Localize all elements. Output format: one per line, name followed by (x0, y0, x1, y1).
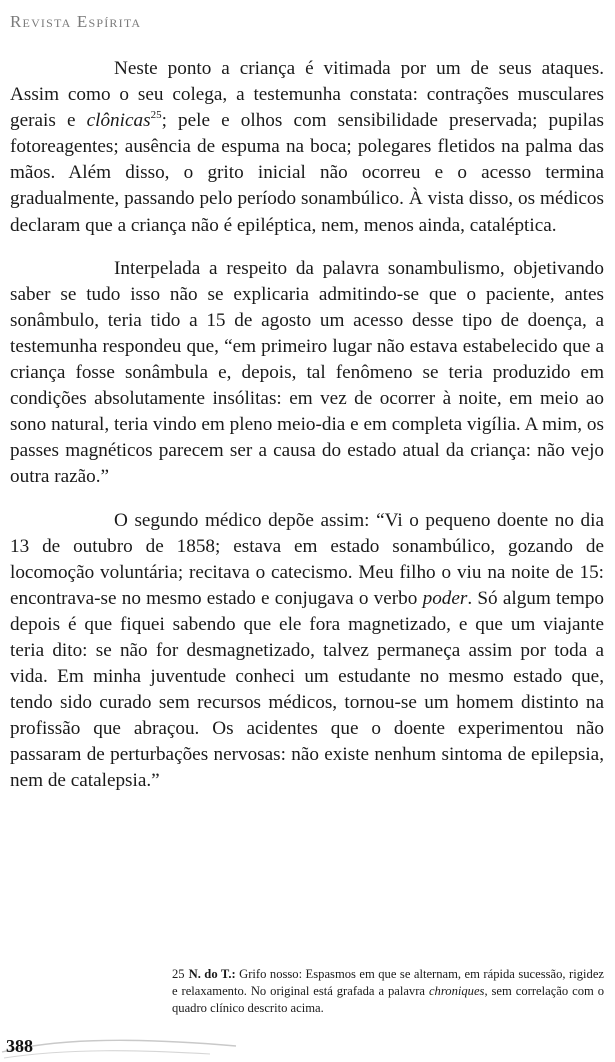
italic-term-clonicas: clônicas (86, 110, 151, 132)
paragraph-3-text-b: . Só algum tempo depois é que fiquei sabendo que ele fora magnetizado, e que um viajante teria dito: se não for desmagnetizado, talvez permaneça assim por toda a vida. Em minha juventude conheci um estudante no mesmo estado que, tendo sido curado sem recursos médicos, tornou-se um homem distinto na profissão que abraçou. Os acidentes que o doente experimentou não passaram de perturbações nervosas: não existe nenhum sintoma de epilepsia, nem de catalepsia.” (10, 587, 605, 792)
footnote-number: 25 (172, 967, 185, 981)
body-text (10, 56, 604, 795)
footnote-text-a: Grifo nosso: Espasmos em que se alternam, em rápida sucessão, rigidez e relaxamento. No original está grafada a palavra (172, 967, 604, 998)
footnote-reference[interactable]: 25 (150, 109, 162, 122)
italic-term-poder: poder (422, 587, 468, 609)
footnote-italic-term: chroniques (428, 984, 485, 998)
running-header: Revista Espírita (10, 12, 142, 31)
paragraph-2: Interpelada a respeito da palavra sonambulismo, objetivando saber se tudo isso não se explicaria admitindo-se que o paciente, antes sonâmbulo, teria tido a 15 de agosto um acesso desse tipo de doença, a testemunha respondeu que, “em primeiro lugar não estava estabelecido que a criança fosse sonâmbula e, depois, tal fenômeno se teria produzido em condições absolutamente insólitas: em vez de ocorrer à noite, em meio ao sono natural, teria vindo em pleno meio-dia e em completa vigília. A mim, os passes magnéticos parecem ser a causa do estado atual da criança: não vejo outra razão.” (10, 257, 604, 488)
paragraph-1 (10, 56, 604, 239)
footnote-label: N. do T.: (188, 967, 236, 981)
page-corner-swoosh-decoration (0, 1030, 240, 1062)
paragraph-3-text-a: O segundo médico depõe assim: “Vi o pequeno doente no dia 13 de outubro de 1858; estava em estado sonambúlico, gozando de locomoção voluntária; recitava o catecismo. Meu filho o viu na noite de 15: encontrava-se no mesmo estado e conjugava o verbo (10, 509, 604, 609)
paragraph-1-text-a: Neste ponto a criança é vitimada por um de seus ataques. Assim como o seu colega, a testemunha constata: contrações musculares gerais e (10, 58, 604, 132)
paragraph-3 (10, 508, 604, 795)
paragraph-1-text-b: ; pele e olhos com sensibilidade preservada; pupilas fotoreagentes; ausência de espuma na boca; polegares fletidos na palma das mãos. Além disso, o grito inicial não ocorreu e o acesso termina gradualmente, passando pelo período sonambúlico. À vista disso, os médicos declaram que a criança não é epiléptica, nem, menos ainda, cataléptica. (10, 110, 604, 236)
page-number: 388 (6, 1036, 33, 1056)
footnote-text-b: , sem correlação com o quadro clínico descrito acima. (172, 984, 605, 1015)
footnote (172, 966, 604, 1017)
